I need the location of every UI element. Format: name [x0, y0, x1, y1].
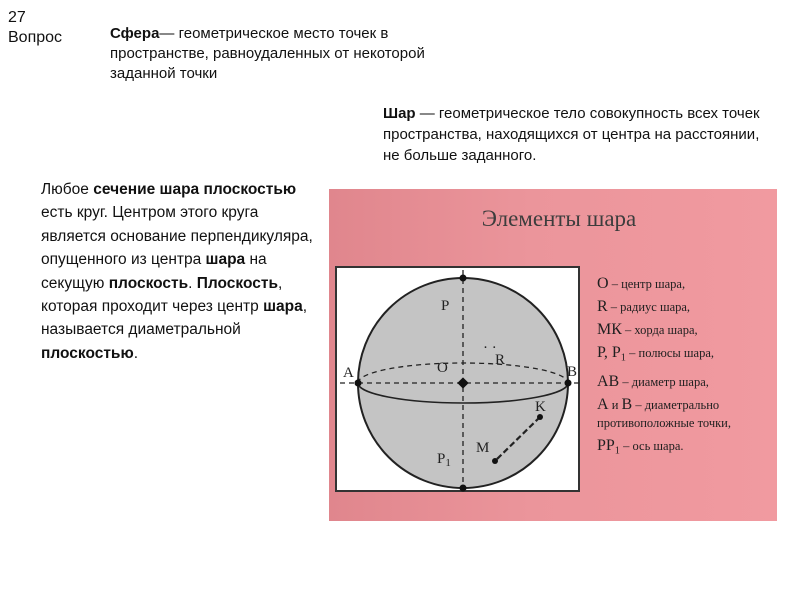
legend: [597, 275, 777, 465]
question-number-value: 27: [8, 9, 26, 26]
point-m: [492, 458, 498, 464]
legend-text: – радиус шара,: [607, 300, 691, 314]
section-paragraph-text: [41, 178, 326, 365]
text-run: есть круг. Центром этого круга является основание перпендикуляра, опущенного из центра: [41, 204, 313, 269]
legend-text: – центр шара,: [608, 277, 686, 291]
text-run: на секущую: [41, 251, 267, 292]
legend-key: O: [597, 275, 609, 292]
legend-key: В: [621, 395, 633, 413]
figure-title: Элементы шара: [481, 206, 637, 231]
legend-item-axis: [597, 437, 777, 461]
point-p1: [460, 485, 467, 492]
text-run: .: [133, 344, 138, 362]
legend-item-opposite: [597, 396, 777, 432]
legend-sub: 1: [620, 352, 626, 364]
legend-item-center: [597, 275, 777, 293]
label-k: K: [535, 399, 546, 415]
label-o: O: [437, 360, 448, 376]
legend-text: – хорда шара,: [621, 323, 698, 337]
sphere-diagram: [335, 266, 580, 492]
section-paragraph: [41, 178, 326, 365]
label-r: R: [495, 352, 506, 368]
legend-text: – диаметрально противоположные точки,: [597, 397, 731, 430]
ball-definition-text: — геометрическое тело совокупность всех точек пространства, находящихся от центра на расстоянии, не больше заданного.: [383, 105, 760, 164]
legend-key: Р, Р: [597, 344, 621, 361]
label-dots: · ·: [483, 340, 497, 356]
legend-key: R: [597, 298, 608, 315]
label-m: M: [476, 440, 490, 456]
text-run: , которая проходит через центр: [41, 274, 283, 316]
emphasis-run: Плоскость: [196, 274, 278, 292]
legend-sub: 1: [614, 445, 620, 456]
legend-text: – ось шара.: [620, 438, 684, 453]
legend-key: А: [597, 395, 609, 413]
legend-key: АВ: [597, 372, 620, 390]
emphasis-run: сечение шара плоскостью: [93, 181, 297, 198]
point-b: [565, 380, 572, 387]
emphasis-run: плоскостью: [41, 344, 134, 362]
legend-item-radius: [597, 298, 777, 316]
label-p: P: [441, 298, 450, 314]
ball-definition: [383, 103, 763, 166]
legend-text: – диаметр шара,: [619, 374, 709, 389]
label-p1-sub: 1: [445, 457, 451, 469]
ball-elements-figure: [329, 189, 777, 521]
ball-term: Шар: [383, 105, 416, 122]
label-a: A: [343, 365, 354, 381]
legend-text: и: [608, 397, 622, 412]
legend-item-chord: [597, 321, 777, 339]
legend-key: МК: [597, 321, 622, 338]
sphere-svg: [337, 268, 582, 494]
text-run: , называется диаметральной: [41, 298, 308, 339]
legend-text: – полюсы шара,: [626, 346, 715, 360]
question-number: [8, 8, 62, 48]
sphere-term: Сфера: [110, 25, 160, 42]
legend-key: РР: [597, 436, 615, 454]
label-b: B: [567, 364, 578, 380]
point-a: [355, 380, 362, 387]
text-run: Любое: [41, 181, 94, 198]
text-run: .: [188, 274, 197, 292]
legend-item-diameter: [597, 373, 777, 391]
legend-item-poles: [597, 344, 777, 368]
emphasis-run: шара: [205, 251, 246, 269]
sphere-definition: [110, 24, 490, 84]
question-word: Вопрос: [8, 29, 63, 46]
label-p1-main: P: [437, 451, 446, 467]
sphere-definition-text: — геометрическое место точек в пространстве, равноудаленных от некоторой заданной точки: [110, 25, 425, 82]
emphasis-run: шара: [263, 298, 303, 316]
emphasis-run: плоскость: [108, 274, 189, 292]
point-p: [460, 275, 467, 282]
